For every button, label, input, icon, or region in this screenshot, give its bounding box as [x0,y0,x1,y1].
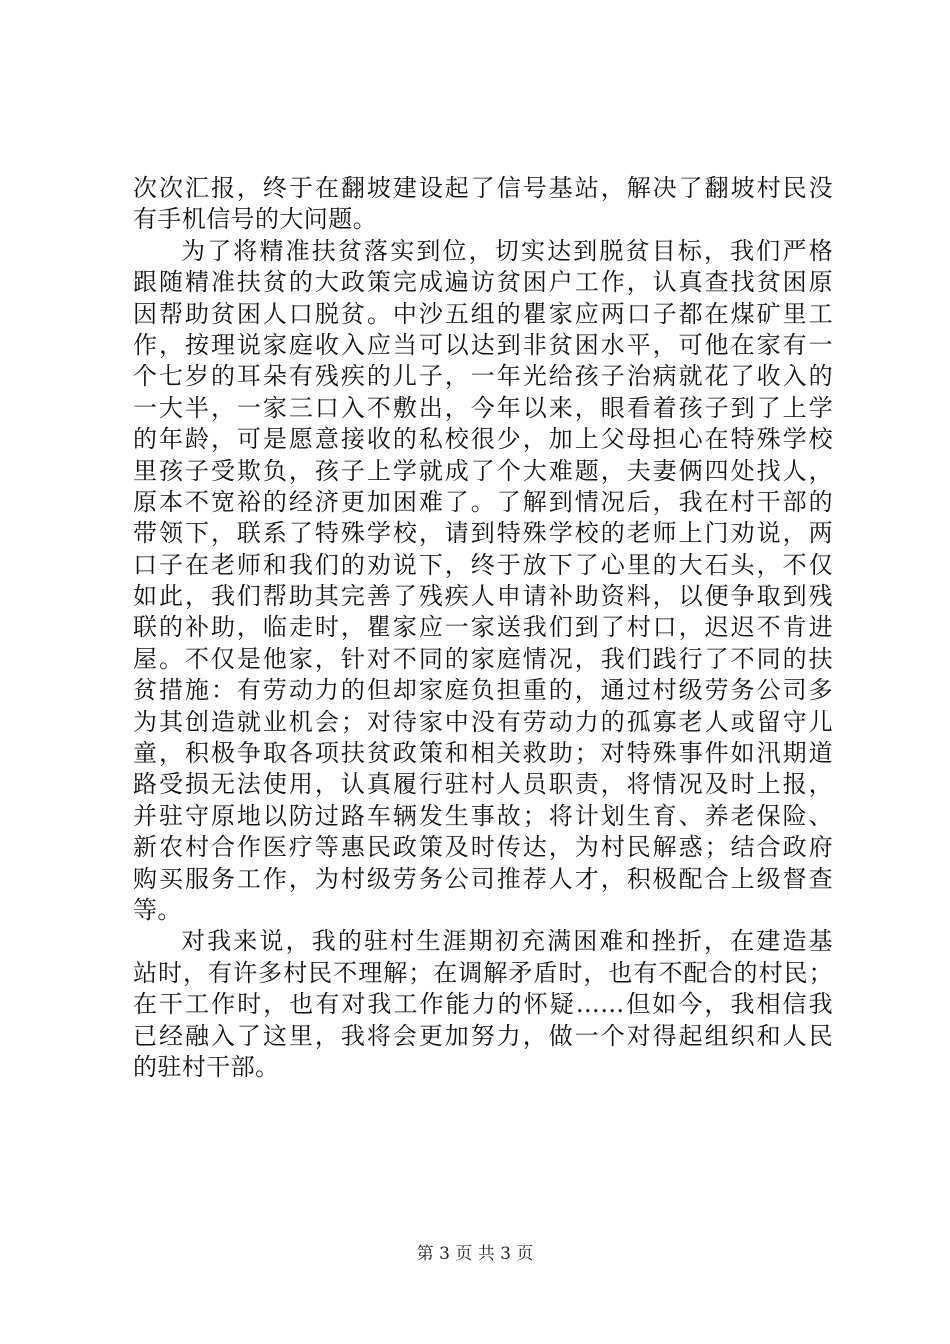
text-line: 购买服务工作，为村级劳务公司推荐人才，积极配合上级督查 [133,864,833,893]
text-line: 口子在老师和我们的劝说下，终于放下了心里的大石头，不仅 [133,550,833,579]
text-line: 路受损无法使用，认真履行驻村人员职责，将情况及时上报， [133,770,833,799]
text-line: 并驻守原地以防过路车辆发生事故；将计划生育、养老保险、 [133,801,833,830]
text-line: 新农村合作医疗等惠民政策及时传达，为村民解惑；结合政府 [133,833,833,862]
text-line: 带领下，联系了特殊学校，请到特殊学校的老师上门劝说，两 [133,519,833,548]
text-line: 一大半，一家三口入不敷出，今年以来，眼看着孩子到了上学 [133,393,833,422]
text-line: 站时，有许多村民不理解；在调解矛盾时，也有不配合的村民； [133,958,833,987]
text-line: 跟随精准扶贫的大政策完成遍访贫困户工作，认真查找贫困原 [133,268,833,297]
text-line: 作，按理说家庭收入应当可以达到非贫困水平，可他在家有一 [133,330,833,359]
text-line: 已经融入了这里，我将会更加努力，做一个对得起组织和人民 [133,1021,833,1050]
text-line: 个七岁的耳朵有残疾的儿子，一年光给孩子治病就花了收入的 [133,362,833,391]
paragraph [133,173,833,236]
text-line: 因帮助贫困人口脱贫。中沙五组的瞿家应两口子都在煤矿里工 [133,299,833,328]
text-line: 童，积极争取各项扶贫政策和相关救助；对特殊事件如汛期道 [133,739,833,768]
text-line: 原本不宽裕的经济更加困难了。了解到情况后，我在村干部的 [133,487,833,516]
text-line: 屋。不仅是他家，针对不同的家庭情况，我们践行了不同的扶 [133,644,833,673]
text-line: 如此，我们帮助其完善了残疾人申请补助资料，以便争取到残 [133,582,833,611]
text-line: 有手机信号的大问题。 [133,205,377,234]
paragraph-list [133,173,833,1083]
text-line: 里孩子受欺负，孩子上学就成了个大难题，夫妻俩四处找人， [133,456,833,485]
page-footer [0,1239,950,1264]
page-number-label: 第 3 页 共 3 页 [416,1244,534,1264]
paragraph [133,236,833,927]
text-line: 的年龄，可是愿意接收的私校很少，加上父母担心在特殊学校 [133,425,833,454]
text-line: 贫措施：有劳动力的但却家庭负担重的，通过村级劳务公司多 [133,676,833,705]
text-line: 为其创造就业机会；对待家中没有劳动力的孤寡老人或留守儿 [133,707,833,736]
text-line: 对我来说，我的驻村生涯期初充满困难和挫折，在建造基 [181,927,833,956]
text-line: 的驻村干部。 [133,1052,280,1081]
document-body [133,173,833,1083]
text-line: 等。 [133,895,182,924]
paragraph [133,926,833,1083]
text-line: 次次汇报，终于在翻坡建设起了信号基站，解决了翻坡村民没 [133,174,833,202]
text-line: 在干工作时，也有对我工作能力的怀疑……但如今，我相信我 [133,990,833,1019]
text-line: 联的补助，临走时，瞿家应一家送我们到了村口，迟迟不肯进 [133,613,833,642]
text-line: 为了将精准扶贫落实到位，切实达到脱贫目标，我们严格 [181,236,833,265]
